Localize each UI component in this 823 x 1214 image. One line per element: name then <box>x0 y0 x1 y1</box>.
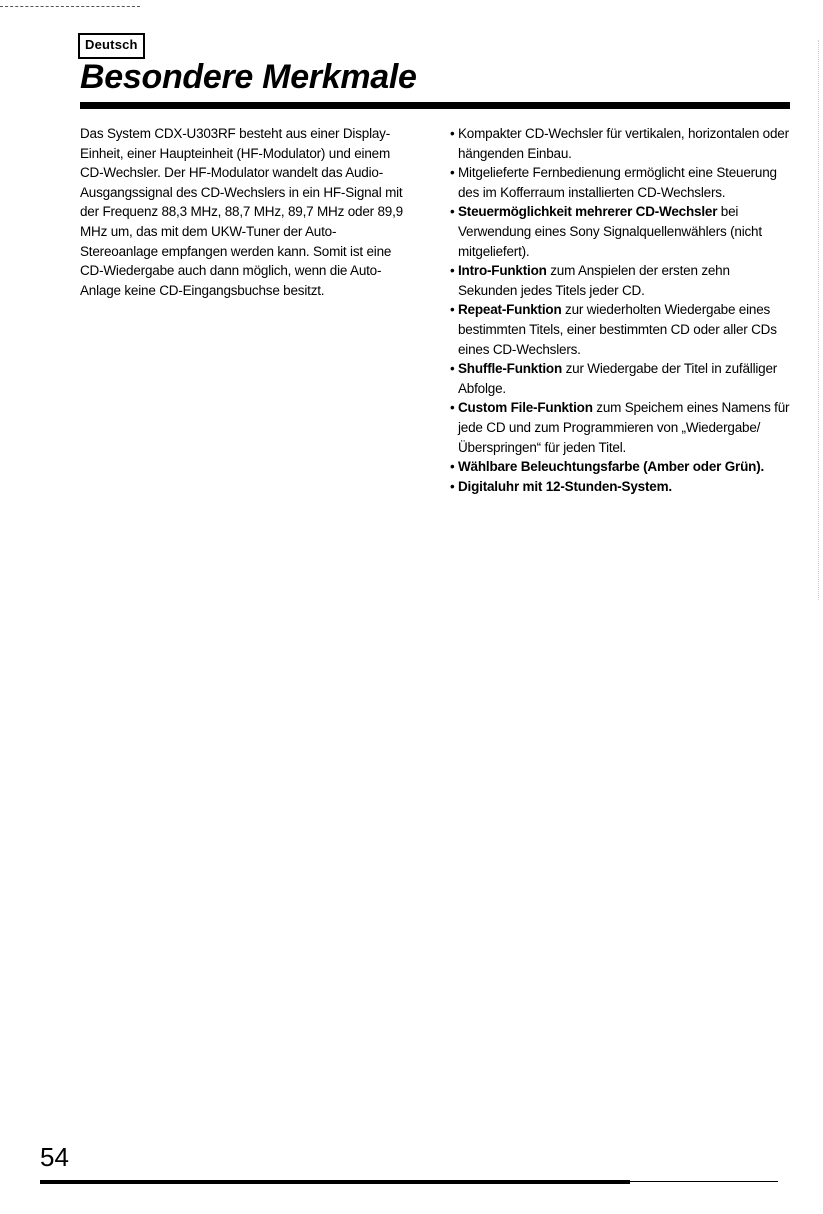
feature-bold-text: Shuffle-Funktion <box>458 361 563 377</box>
feature-text: Kompakter CD-Wechsler für vertikalen, horizontalen oder hängenden Einbau. <box>458 126 789 161</box>
feature-item-intro <box>450 261 792 300</box>
bullet-icon: • <box>450 361 455 377</box>
feature-bold-text: Repeat-Funktion <box>458 302 562 318</box>
feature-text: zur wiederholten Wiedergabe eines bestimmten Titels, einer bestimmten CD oder aller CDs eines CD-Wechslers. <box>458 302 777 357</box>
feature-item-custom-file <box>450 398 792 457</box>
intro-paragraph: Das System CDX-U303RF besteht aus einer Display-Einheit, einer Haupteinheit (HF-Modulator) und einem CD-Wechsler. Der HF-Modulator wandelt das Audio-Ausgangssignal des CD-Wechslers in ein HF-Signal mit der Frequenz 88,3 MHz, 88,7 MHz, 89,7 MHz oder 89,9 MHz um, das mit dem UKW-Tuner der Auto-Stereoanlage empfangen werden kann. Somit ist eine CD-Wiedergabe auch dann möglich, wenn die Auto-Anlage keine CD-Eingangsbuchse besitzt. <box>80 126 403 298</box>
footer-rule <box>40 1180 630 1184</box>
feature-text: zum Speichem eines Namens für jede CD und zum Programmieren von „Wiedergabe/Überspringen“ für jeden Titel. <box>458 400 790 455</box>
bullet-icon: • <box>450 126 455 141</box>
feature-item-shuffle <box>450 359 792 398</box>
page-title: Besondere Merkmale <box>80 58 417 96</box>
feature-item-multi-changer <box>450 202 792 261</box>
feature-item-illumination <box>450 457 792 477</box>
bullet-icon: • <box>450 459 455 475</box>
feature-bold-text: Intro-Funktion <box>458 263 547 279</box>
feature-item-repeat <box>450 300 792 359</box>
feature-text: zum Anspielen der ersten zehn Sekunden jedes Titels jeder CD. <box>458 263 730 298</box>
bullet-icon: • <box>450 165 455 181</box>
bullet-icon: • <box>450 400 455 416</box>
page-edge-dots <box>818 40 819 600</box>
feature-bold-text: Wählbare Beleuchtungsfarbe (Amber oder Grün). <box>458 459 765 475</box>
bullet-icon: • <box>450 204 455 220</box>
bullet-icon: • <box>450 478 455 494</box>
feature-bold-text: Digitaluhr mit 12-Stunden-System. <box>458 478 672 494</box>
feature-bold-text: Steuermöglichkeit mehrerer CD-Wechsler <box>458 204 718 220</box>
bullet-icon: • <box>450 302 455 318</box>
feature-item-compact-changer <box>450 124 792 163</box>
feature-text: zur Wiedergabe der Titel in zufälliger Abfolge. <box>458 361 778 396</box>
page-edge-dashes <box>0 6 140 7</box>
feature-text: Mitgelieferte Fernbedienung ermöglicht eine Steuerung des im Kofferraum installierten CD-Wechslers. <box>458 165 777 200</box>
bullet-icon: • <box>450 263 455 279</box>
feature-list <box>450 124 792 496</box>
feature-bold-text: Custom File-Funktion <box>458 400 593 416</box>
title-rule <box>80 102 790 109</box>
page-number: 54 <box>40 1142 69 1172</box>
footer-rule-thin <box>630 1181 778 1182</box>
feature-item-clock <box>450 477 792 497</box>
feature-item-remote-control <box>450 163 792 202</box>
feature-text: bei Verwendung eines Sony Signalquellenwählers (nicht mitgeliefert). <box>458 204 762 259</box>
language-tab: Deutsch <box>78 33 145 59</box>
